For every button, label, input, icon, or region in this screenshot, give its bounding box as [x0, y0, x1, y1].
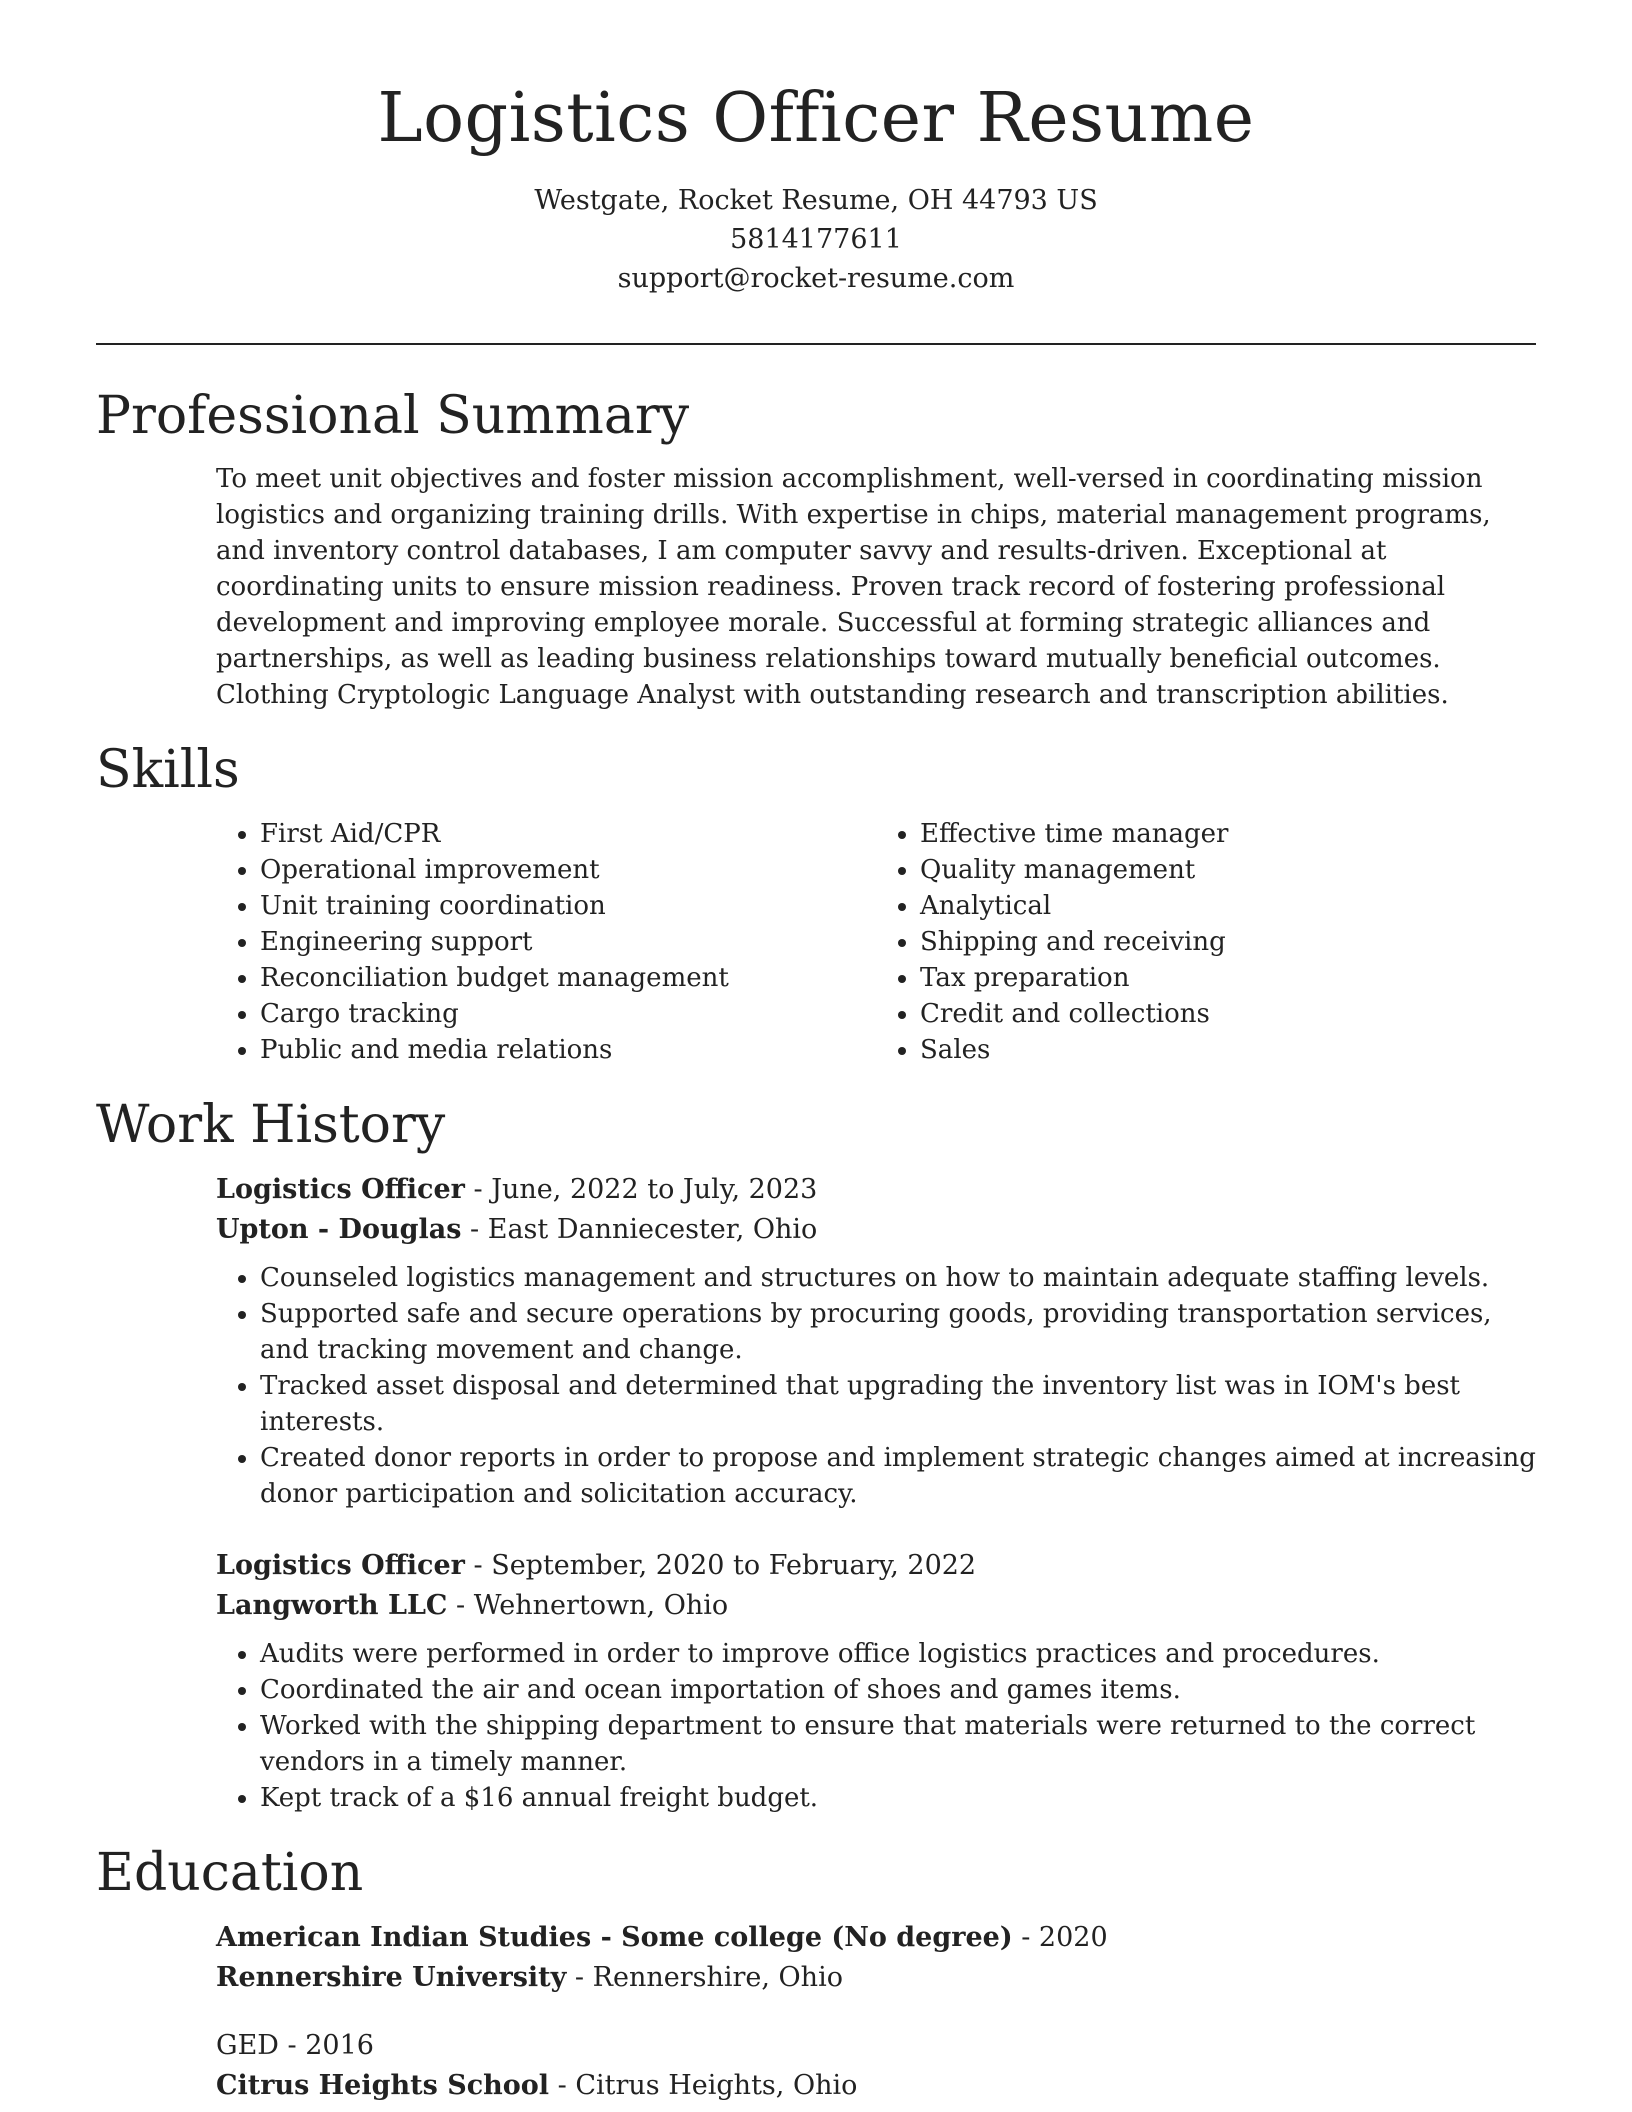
education-location: Citrus Heights, Ohio [575, 2070, 858, 2102]
education-year: 2016 [305, 2030, 374, 2062]
education-degree: American Indian Studies - Some college (No degree) [216, 1922, 1013, 1954]
job-title: Logistics Officer [216, 1173, 465, 1205]
job-dates: June, 2022 to July, 2023 [491, 1173, 818, 1205]
skill-item: • Quality management [920, 852, 1536, 888]
education-location: Rennershire, Ohio [592, 1962, 843, 1994]
contact-email: support@rocket-resume.com [617, 262, 1015, 294]
skills-heading: Skills [96, 740, 240, 801]
work-history-section [96, 1094, 1536, 1816]
summary-heading: Professional Summary [96, 385, 690, 446]
education-year: 2020 [1038, 1922, 1108, 1954]
education-entry [216, 1918, 1536, 1998]
job-location: East Danniecester, Ohio [487, 1213, 818, 1245]
job-bullet: • Worked with the shipping department to ensure that materials were returned to the correct vendors in a timely manner. [260, 1708, 1536, 1780]
job-bullet: • Coordinated the air and ocean importation of shoes and games items. [260, 1672, 1536, 1708]
education-entry [216, 2026, 1536, 2106]
job-entry [216, 1170, 1536, 1512]
skill-item: • Engineering support [260, 924, 876, 960]
skill-item: • Reconciliation budget management [260, 960, 876, 996]
education-school-line: Citrus Heights School - Citrus Heights, Ohio [216, 2070, 858, 2102]
resume-header [0, 0, 1632, 298]
skill-item: • First Aid/CPR [260, 816, 876, 852]
skill-item: • Operational improvement [260, 852, 876, 888]
job-bullet: • Tracked asset disposal and determined that upgrading the inventory list was in IOM's best interests. [260, 1368, 1536, 1440]
skill-item: • Analytical [920, 888, 1536, 924]
skills-section [96, 739, 1536, 1067]
job-title-line: Logistics Officer - September, 2020 to February, 2022 [216, 1549, 977, 1581]
work-history-heading: Work History [96, 1094, 446, 1155]
job-bullet: • Kept track of a $16 annual freight budget. [260, 1780, 1536, 1816]
page-title: Logistics Officer Resume [377, 79, 1255, 158]
job-company-line: Langworth LLC - Wehnertown, Ohio [216, 1589, 729, 1621]
skill-item: • Cargo tracking [260, 996, 876, 1032]
job-title: Logistics Officer [216, 1549, 465, 1581]
job-location: Wehnertown, Ohio [473, 1589, 729, 1621]
education-degree: GED [216, 2030, 279, 2062]
job-dates: September, 2020 to February, 2022 [491, 1549, 977, 1581]
job-bullet: • Audits were performed in order to improve office logistics practices and procedures. [260, 1636, 1536, 1672]
education-school: Citrus Heights School [216, 2070, 550, 2102]
job-bullets [216, 1636, 1536, 1816]
skill-item: • Shipping and receiving [920, 924, 1536, 960]
skills-list-right [876, 816, 1536, 1068]
skills-list-left [216, 816, 876, 1068]
summary-section [96, 385, 1536, 713]
job-bullets [216, 1260, 1536, 1512]
skill-item: • Sales [920, 1032, 1536, 1068]
job-title-line: Logistics Officer - June, 2022 to July, 2023 [216, 1173, 818, 1205]
contact-phone: 5814177611 [730, 223, 902, 255]
education-degree-line: GED - 2016 [216, 2030, 374, 2062]
skill-item: • Tax preparation [920, 960, 1536, 996]
skill-item: • Effective time manager [920, 816, 1536, 852]
skill-item: • Credit and collections [920, 996, 1536, 1032]
job-entry [216, 1546, 1536, 1816]
contact-address: Westgate, Rocket Resume, OH 44793 US [534, 184, 1098, 216]
job-bullet: • Supported safe and secure operations by procuring goods, providing transportation services, and tracking movement and change. [260, 1296, 1536, 1368]
education-degree-line: American Indian Studies - Some college (No degree) - 2020 [216, 1922, 1108, 1954]
header-divider [96, 343, 1536, 345]
job-bullet: • Counseled logistics management and structures on how to maintain adequate staffing levels. [260, 1260, 1536, 1296]
education-section [96, 1842, 1536, 2106]
education-school-line: Rennershire University - Rennershire, Ohio [216, 1962, 843, 1994]
summary-text: To meet unit objectives and foster mission accomplishment, well-versed in coordinating mission logistics and organizing training drills. With expertise in chips, material management programs, and inventory control databases, I am computer savvy and results-driven. Exceptional at coordinating units to ensure mission readiness. Proven track record of fostering professional development and improving employee morale. Successful at forming strategic alliances and partnerships, as well as leading business relationships toward mutually beneficial outcomes. Clothing Cryptologic Language Analyst with outstanding research and transcription abilities. [216, 464, 1491, 711]
job-company: Langworth LLC [216, 1589, 448, 1621]
skill-item: • Public and media relations [260, 1032, 876, 1068]
job-company-line: Upton - Douglas - East Danniecester, Ohio [216, 1213, 818, 1245]
education-school: Rennershire University [216, 1962, 567, 1994]
job-bullet: • Created donor reports in order to propose and implement strategic changes aimed at increasing donor participation and solicitation accuracy. [260, 1440, 1536, 1512]
education-heading: Education [96, 1842, 364, 1903]
skill-item: • Unit training coordination [260, 888, 876, 924]
job-company: Upton - Douglas [216, 1213, 462, 1245]
